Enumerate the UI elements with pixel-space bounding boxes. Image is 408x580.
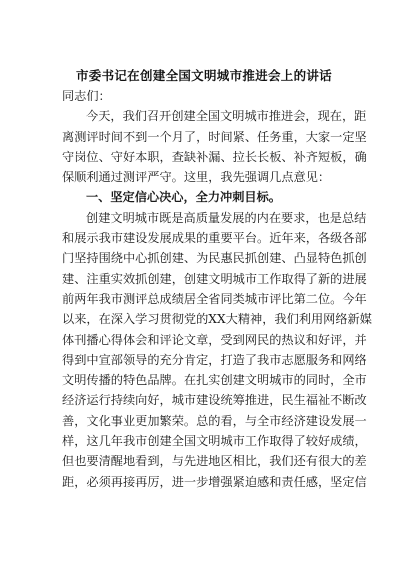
document-body bbox=[62, 86, 372, 492]
paragraph-line: 和 展 示 我 市 建 设 发 展 成 果 的 重 要 平 台 。 近 年 来 ， 各 级 各 部 bbox=[62, 231, 367, 246]
salutation: 同志们： bbox=[62, 89, 111, 103]
paragraph-line: 文 明 传 播 的 特 色 品 牌 。 在 扎 实 创 建 文 明 城 市 的 同 时 ， 全 市 bbox=[62, 373, 367, 388]
paragraph-line: 建 、 注 重 实 效 抓 创 建 ， 创 建 文 明 城 市 工 作 取 得 了 新 的 进 展 bbox=[62, 271, 367, 286]
document-title: 市委书记在创建全国文明城市推进会上的讲话 bbox=[75, 68, 332, 83]
section-heading: 一、坚定信心决心，全力冲刺目标。 bbox=[86, 190, 281, 205]
paragraph-line: 体 刊 播 心 得 体 会 和 评 论 文 章 ， 受 到 网 民 的 热 议 和 好 评 ， 并 bbox=[62, 332, 367, 347]
paragraph-line: 创 建 文 明 城 市 既 是 高 质 量 发 展 的 内 在 要 求 ， 也 是 总 结 bbox=[86, 210, 367, 225]
paragraph-line: 门 坚 持 围 绕 中 心 抓 创 建 、 为 民 惠 民 抓 创 建 、 凸 显 特 色 抓 创 bbox=[62, 251, 367, 266]
paragraph-line: 保顺利通过测评严守。这里，我先强调几点意见： bbox=[62, 170, 331, 185]
paragraph-line: 离 测 评 时 间 不 到 一 个 月 了 ， 时 间 紧 、 任 务 重 ， 大 家 一 定 坚 bbox=[62, 129, 367, 144]
paragraph-line: 距 ， 必 须 再 接 再 厉 ， 进 一 步 增 强 紧 迫 感 和 责 任 感 ， 坚 定 信 bbox=[62, 474, 367, 489]
paragraph-line: 经 济 运 行 持 续 向 好 ， 城 市 建 设 统 筹 推 进 ， 民 生 福 祉 不 断 改 bbox=[62, 393, 367, 408]
paragraph-line: 守 岗 位 、 守 好 本 职 ， 查 缺 补 漏 、 拉 长 长 板 、 补 齐 短 板 ， 确 bbox=[62, 149, 367, 164]
paragraph-line: 但 也 要 清 醒 地 看 到 ， 与 先 进 地 区 相 比 ， 我 们 还 有 很 大 的 差 bbox=[62, 454, 367, 469]
paragraph-line: 今 天 ， 我 们 召 开 创 建 全 国 文 明 城 市 推 进 会 ， 现 在 ， 距 bbox=[86, 109, 367, 124]
paragraph-line: 样 ， 这 几 年 我 市 创 建 全 国 文 明 城 市 工 作 取 得 了 较 好 成 绩 ， bbox=[62, 434, 367, 449]
paragraph-line: 善 ， 文 化 事 业 更 加 繁 荣 。 总 的 看 ， 与 全 市 经 济 建 设 发 展 一 bbox=[62, 413, 367, 428]
paragraph-line: 得 到 中 宣 部 领 导 的 充 分 肯 定 ， 打 造 了 我 市 志 愿 服 务 和 网 络 bbox=[62, 352, 367, 367]
paragraph-line: 以 来 ， 在 深 入 学 习 贯 彻 党 的 X X 大 精 神 ， 我 们 利 用 网 络 新 媒 bbox=[62, 312, 372, 327]
paragraph-line: 前 两 年 我 市 测 评 总 成 绩 居 全 省 同 类 城 市 评 比 第 二 位 。 今 年 bbox=[62, 291, 367, 306]
